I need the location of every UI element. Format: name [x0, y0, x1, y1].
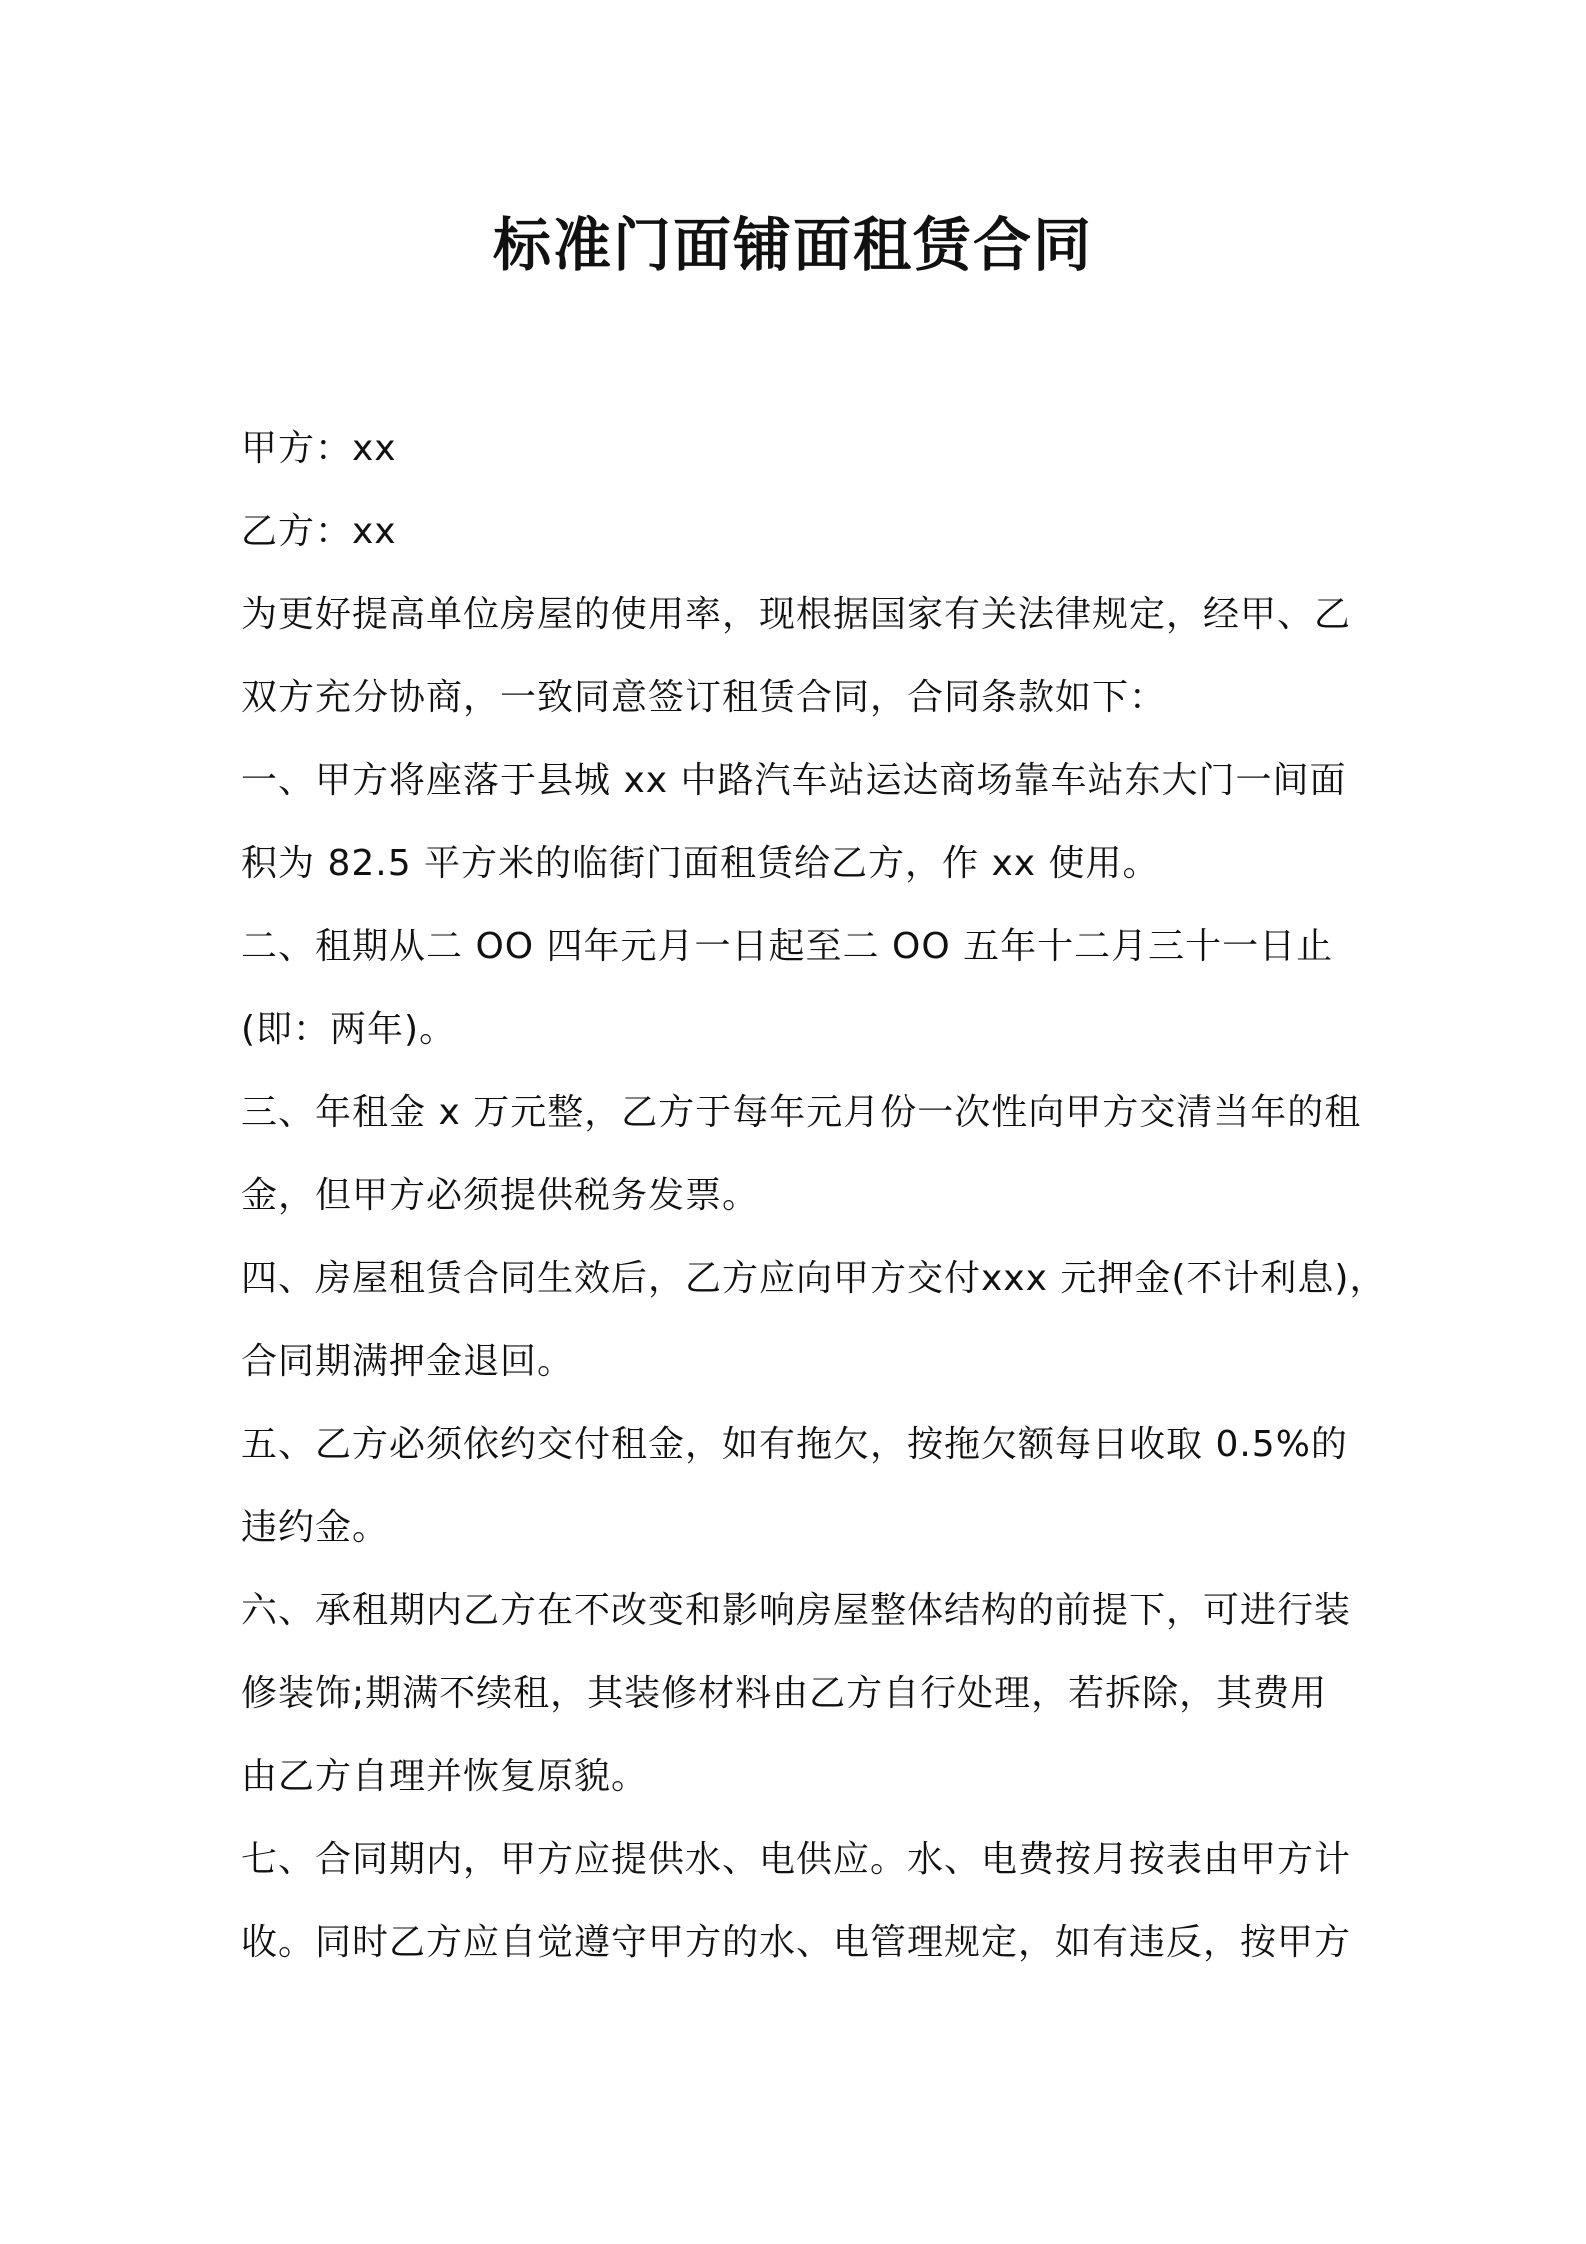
- clause-3-line: 三、年租金 x 万元整，乙方于每年元月份一次性向甲方交清当年的租: [241, 1092, 1362, 1133]
- preamble-line: 双方充分协商，一致同意签订租赁合同，合同条款如下：: [241, 677, 1167, 718]
- clause-1-line: 积为 82.5 平方米的临街门面租赁给乙方，作 xx 使用。: [241, 843, 1160, 884]
- clause-6-line: 修装饰;期满不续租，其装修材料由乙方自行处理，若拆除，其费用: [241, 1673, 1328, 1714]
- document-title: 标准门面铺面租赁合同: [492, 211, 1093, 279]
- clause-3-line: 金，但甲方必须提供税务发票。: [241, 1175, 760, 1216]
- clause-2-line: (即：两年)。: [241, 1009, 457, 1050]
- clause-7-line: 收。同时乙方应自觉遵守甲方的水、电管理规定，如有违反，按甲方: [241, 1922, 1352, 1963]
- clause-5-line: 违约金。: [241, 1507, 390, 1548]
- clause-4-line: 四、房屋租赁合同生效后，乙方应向甲方交付xxx 元押金(不计利息)，: [241, 1258, 1387, 1299]
- clause-6-line: 由乙方自理并恢复原貌。: [241, 1756, 649, 1797]
- party-b-line: 乙方：xx: [241, 511, 397, 552]
- clause-1-line: 一、甲方将座落于县城 xx 中路汽车站运达商场靠车站东大门一间面: [241, 760, 1347, 801]
- contract-body: [241, 407, 1387, 1984]
- clause-7-line: 七、合同期内，甲方应提供水、电供应。水、电费按月按表由甲方计: [241, 1839, 1352, 1880]
- clause-4-line: 合同期满押金退回。: [241, 1341, 575, 1382]
- preamble-line: 为更好提高单位房屋的使用率，现根据国家有关法律规定，经甲、乙: [241, 594, 1352, 635]
- clause-5-line: 五、乙方必须依约交付租金，如有拖欠，按拖欠额每日收取 0.5%的: [241, 1424, 1348, 1465]
- clause-6-line: 六、承租期内乙方在不改变和影响房屋整体结构的前提下，可进行装: [241, 1590, 1352, 1631]
- party-a-line: 甲方：xx: [241, 428, 397, 469]
- clause-2-line: 二、租期从二 OO 四年元月一日起至二 OO 五年十二月三十一日止: [241, 926, 1334, 967]
